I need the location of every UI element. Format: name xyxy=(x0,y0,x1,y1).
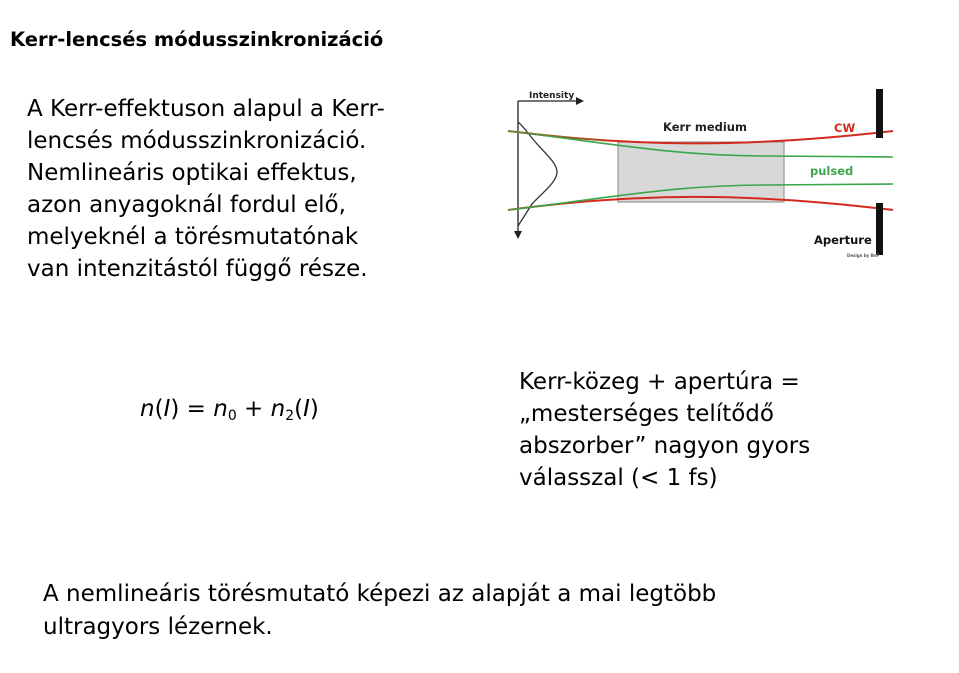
intro-line: A Kerr-effektuson alapul a Kerr- xyxy=(27,96,385,122)
refractive-index-formula: $n(I) = n_0 + n_2(I)$ xyxy=(140,396,319,424)
formula-intensity: I xyxy=(163,396,171,422)
conclusion-line: ultragyors lézernek. xyxy=(43,614,273,640)
design-credit: Design by BvP xyxy=(847,253,880,258)
kerr-medium-note xyxy=(519,366,810,494)
kerr-lens-diagram xyxy=(505,86,900,261)
intensity-arrow-right-icon xyxy=(576,97,584,105)
kerr-medium-label: Kerr medium xyxy=(663,120,747,134)
beam-overlap-olive xyxy=(508,131,605,141)
intro-paragraph xyxy=(27,93,467,285)
aperture-lower-blade xyxy=(876,203,883,255)
formula-n2-subscript: 2 xyxy=(285,408,295,424)
aperture-label: Aperture xyxy=(814,233,872,247)
gaussian-intensity-profile xyxy=(518,122,557,226)
formula-n2: n xyxy=(270,396,286,422)
kerr-note-line: „mesterséges telítődő xyxy=(519,401,774,427)
formula-n0-subscript: 0 xyxy=(227,408,237,424)
cw-label: CW xyxy=(834,121,856,135)
intro-line: van intenzitástól függő része. xyxy=(27,256,368,282)
kerr-note-line: válasszal (< 1 fs) xyxy=(519,465,718,491)
pulsed-label: pulsed xyxy=(810,164,854,178)
aperture-upper-blade xyxy=(876,89,883,138)
intensity-arrow-down-icon xyxy=(514,231,522,239)
kerr-note-line: Kerr-közeg + apertúra = xyxy=(519,369,800,395)
formula-n: n xyxy=(140,396,155,422)
intro-line: melyeknél a törésmutatónak xyxy=(27,224,359,250)
slide-title: Kerr-lencsés módusszinkronizáció xyxy=(10,28,384,51)
intro-line: Nemlineáris optikai effektus, xyxy=(27,160,357,186)
intro-line: azon anyagoknál fordul elő, xyxy=(27,192,346,218)
intensity-label: Intensity xyxy=(529,91,575,101)
formula-n0: n xyxy=(213,396,228,422)
kerr-note-line: abszorber” nagyon gyors xyxy=(519,433,811,459)
formula-intensity-2: I xyxy=(303,396,310,422)
conclusion-line: A nemlineáris törésmutató képezi az alapját a mai legtöbb xyxy=(43,581,717,607)
intro-line: lencsés módusszinkronizáció. xyxy=(27,128,367,154)
conclusion-paragraph xyxy=(43,578,716,644)
